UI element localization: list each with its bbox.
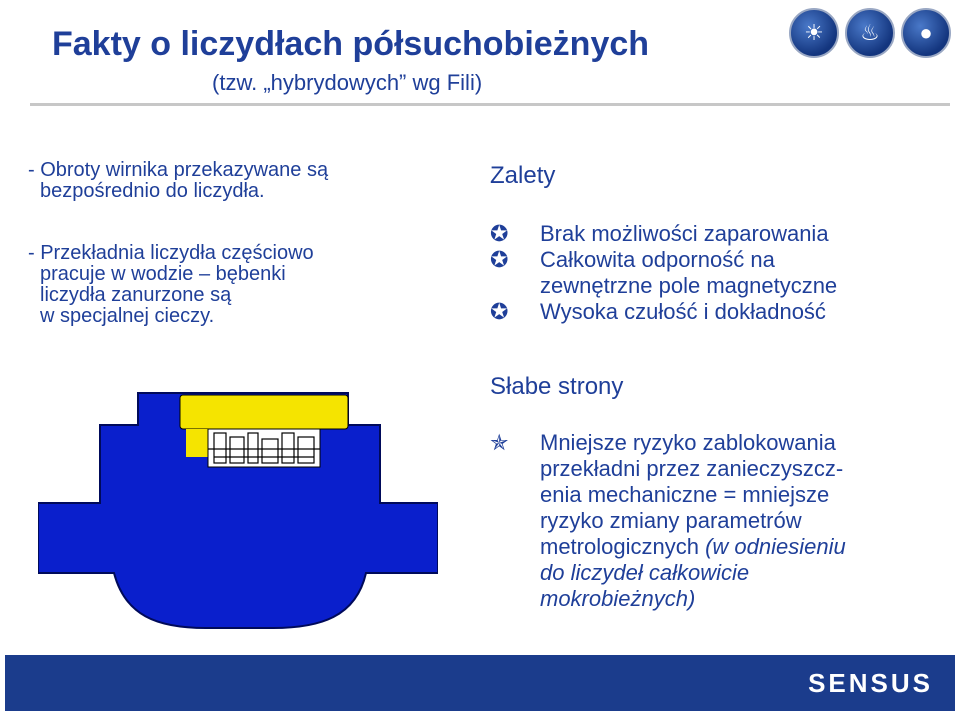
weaknesses-list: [490, 430, 950, 612]
weakness-line-mixed: [540, 534, 950, 560]
water-meter-diagram: [38, 385, 438, 630]
advantage-item: [490, 221, 950, 247]
advantage-line: Brak możliwości zaparowania: [540, 221, 829, 246]
flame-icon: ♨: [845, 8, 895, 58]
advantages-list: [490, 221, 950, 325]
left-point-line: bezpośrednio do liczydła.: [40, 180, 265, 202]
star-bullet-icon: ✪: [490, 299, 509, 324]
weakness-italic-note: (w odniesieniu: [705, 534, 846, 559]
advantage-line: zewnętrzne pole magnetyczne: [540, 273, 838, 298]
meter-register-white: [208, 429, 320, 467]
footer-bar: [5, 655, 955, 711]
sensus-logo: SENSUS: [808, 668, 933, 698]
weakness-line: ryzyko zmiany parametrów: [540, 508, 802, 533]
weakness-line: enia mechaniczne = mniejsze: [540, 482, 830, 507]
weakness-line: Mniejsze ryzyko zablokowania: [540, 430, 836, 455]
left-point-1: [28, 160, 328, 202]
weakness-line: przekładni przez zanieczyszcz-: [540, 456, 844, 481]
advantage-item: [490, 299, 950, 325]
star-bullet-icon: ✪: [490, 247, 509, 272]
weakness-line: metrologicznych: [540, 534, 699, 559]
water-drop-icon: ●: [901, 8, 951, 58]
star-outline-bullet-icon: ✯: [490, 430, 509, 455]
left-point-line: w specjalnej cieczy.: [40, 305, 215, 327]
meter-top-yellow: [180, 395, 348, 429]
left-point-2: [28, 243, 314, 327]
bulb-icon: ☀: [789, 8, 839, 58]
left-point-line: - Obroty wirnika przekazywane są: [28, 159, 329, 181]
page-subtitle: (tzw. „hybrydowych” wg Fili): [212, 70, 483, 95]
weakness-item: [490, 430, 950, 612]
left-point-line: liczydła zanurzone są: [40, 284, 232, 306]
left-point-line: - Przekładnia liczydła częściowo: [28, 242, 314, 264]
advantages-heading: Zalety: [490, 162, 556, 189]
advantage-item: [490, 247, 950, 299]
advantage-line: Wysoka czułość i dokładność: [540, 299, 826, 324]
title-divider: [30, 103, 950, 106]
page-title: Fakty o liczydłach półsuchobieżnych: [52, 25, 650, 63]
advantage-line: Całkowita odporność na: [540, 247, 775, 272]
star-bullet-icon: ✪: [490, 221, 509, 246]
weakness-italic-note: mokrobieżnych): [540, 586, 696, 611]
weaknesses-heading: Słabe strony: [490, 373, 624, 400]
logo-group: [789, 8, 951, 58]
weakness-italic-note: do liczydeł całkowicie: [540, 560, 750, 585]
left-point-line: pracuje w wodzie – bębenki: [40, 263, 286, 285]
